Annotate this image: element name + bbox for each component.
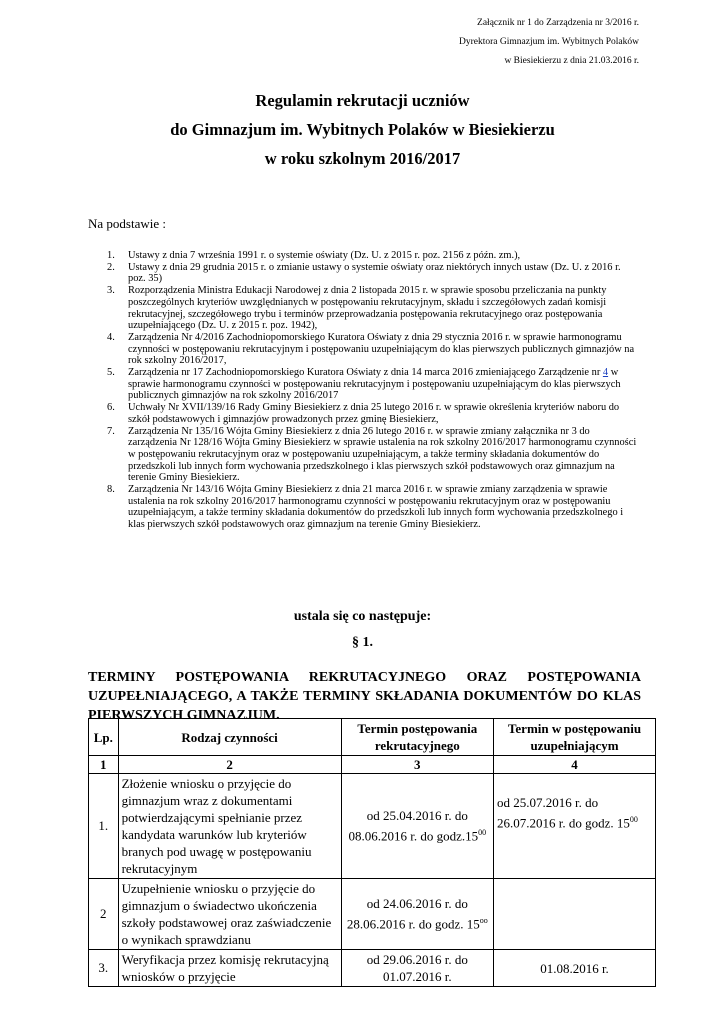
list-text: Zarządzenia Nr 143/16 Wójta Gminy Biesiekierz z dnia 21 marca 2016 r. w sprawie zmiany zarządzenia w sprawie ustalenia na rok szkolny 2016/2017 harmonogramu czynności w postępowaniu rekrutacyjnym oraz w postępowaniu uzupełniającym, a także terminy składania dokumentów do przedszkoli lub innych form wychowania przedszkolnego i klas pierwszych szkół podstawowych oraz gimnazjum na terenie Gminy Biesiekierz. <box>128 484 624 531</box>
list-number: 3. <box>107 285 115 297</box>
list-number: 7. <box>107 425 115 437</box>
list-number: 1. <box>107 250 115 261</box>
list-item <box>107 261 640 285</box>
list-text: Zarządzenia Nr 135/16 Wójta Gminy Biesiekierz z dnia 26 lutego 2016 r. w sprawie zmiany załącznika nr 3 do zarządzenia Nr 128/16 Wójta Gminy Biesiekierz w sprawie ustalenia na rok szkolny 2016/2017 harmonogramu czynności w postępowaniu rekrutacyjnym oraz w postępowaniu uzupełniającym, a także terminy składania dokumentów do przedszkoli lub innych form wychowania przedszkolnego i klas pierwszych szkół podstawowych oraz gimnazjum na terenie Gminy Biesiekierz. <box>128 425 637 484</box>
row-number: 3. <box>89 950 119 987</box>
statement-text: ustala się co następuje: <box>293 609 432 624</box>
recruitment-date-cell <box>341 774 493 879</box>
recruitment-date-cell <box>341 879 493 950</box>
column-header-recruitment: Termin postępowania rekrutacyjnego <box>341 719 493 756</box>
column-number: 1 <box>89 756 119 774</box>
paragraph-mark: § 1. <box>352 635 373 650</box>
list-item <box>107 285 640 332</box>
table-row <box>89 879 656 950</box>
list-text: Rozporządzenia Ministra Edukacji Narodowej z dnia 2 listopada 2015 r. w sprawie sposobu przeliczania na punkty poszczególnych kryteriów uwzględnianych w postępowaniu rekrutacyjnym, składu i szczegółowych zadań komisji rekrutacyjnej, szczegółowego trybu i terminów przeprowadzania postępowania rekrutacyjnego oraz postępowania uzupełniającego (Dz. U. z 2015 r. poz. 1942), <box>128 285 607 332</box>
column-number-row <box>89 756 656 774</box>
section-heading: TERMINY POSTĘPOWANIA REKRUTACYJNEGO ORAZ POSTĘPOWANIA UZUPEŁNIAJĄCEGO, A TAKŻE TERMINY SKŁADANIA DOKUMENTÓW DO KLAS PIERWSZYCH GIMNAZJUM. <box>88 670 641 723</box>
column-number: 2 <box>118 756 341 774</box>
list-text: Uchwały Nr XVII/139/16 Rady Gminy Biesiekierz z dnia 25 lutego 2016 r. w sprawie określenia kryteriów naboru do szkół podstawowych i gimnazjów prowadzonych przez gminę Biesiekierz, <box>128 402 620 425</box>
supplementary-date-cell <box>494 774 656 879</box>
list-text: Zarządzenia Nr 4/2016 Zachodniopomorskiego Kuratora Oświaty z dnia 29 stycznia 2016 r. w sprawie harmonogramu czynności w postępowaniu rekrutacyjnym i postępowaniu uzupełniającym do klas pierwszych publicznych gimnazjów na rok szkolny 2016/2017, <box>128 331 635 367</box>
list-number: 5. <box>107 367 115 379</box>
cell-text: od 24.06.2016 r. do 28.06.2016 r. do godz. 15 <box>346 896 480 932</box>
list-text: Ustawy z dnia 7 września 1991 r. o systemie oświaty (Dz. U. z 2015 r. poz. 2156 z późn. zm.), <box>128 250 521 261</box>
recruitment-date-cell: od 29.06.2016 r. do 01.07.2016 r. <box>341 950 493 987</box>
hour-superscript: 00 <box>629 815 638 824</box>
title-line: Regulamin rekrutacji uczniów <box>255 91 470 110</box>
list-text: Ustawy z dnia 29 grudnia 2015 r. o zmianie ustawy o systemie oświaty oraz niektórych innych ustaw (Dz. U. z 2016 r. poz. 35) <box>128 261 621 285</box>
list-number: 2. <box>107 261 115 273</box>
list-text: w sprawie harmonogramu czynności w postępowaniu rekrutacyjnym i postępowaniu uzupełniającym do klas pierwszych publicznych gimnazjów na rok szkolny 2016/2017 <box>128 367 621 402</box>
activity-cell: Uzupełnienie wniosku o przyjęcie do gimnazjum o świadectwo ukończenia szkoły podstawowej oraz zaświadczenie o wynikach sprawdzianu <box>118 879 341 950</box>
title-line: w roku szkolnym 2016/2017 <box>264 149 461 168</box>
row-number: 2 <box>89 879 119 950</box>
hour-superscript: oo <box>479 916 488 926</box>
activity-cell: Weryfikacja przez komisję rekrutacyjną wniosków o przyjęcie <box>118 950 341 987</box>
list-item <box>107 331 640 367</box>
activity-cell: Złożenie wniosku o przyjęcie do gimnazjum wraz z dokumentami potwierdzającymi spełnianie przez kandydata warunków lub kryteriów branych pod uwagę w postępowaniu rekrutacyjnym <box>118 774 341 879</box>
ordinance-link[interactable]: 4 <box>602 367 609 379</box>
document-title <box>0 86 725 173</box>
cell-text: od 25.07.2016 r. do 26.07.2016 r. do godz. 15 <box>497 795 630 831</box>
basis-label: Na podstawie : <box>88 216 166 231</box>
column-header-activity: Rodzaj czynności <box>118 719 341 756</box>
attachment-note <box>459 14 639 71</box>
table-header-row <box>89 719 656 756</box>
supplementary-date-cell: 01.08.2016 r. <box>494 950 656 987</box>
column-header-lp: Lp. <box>89 719 119 756</box>
resolution-statement <box>0 604 725 656</box>
cell-text: od 25.04.2016 r. do 08.06.2016 r. do godz.15 <box>348 808 479 844</box>
list-number: 8. <box>107 484 115 496</box>
column-number: 3 <box>341 756 493 774</box>
list-text: Zarządzenia nr 17 Zachodniopomorskiego Kuratora Oświaty z dnia 14 marca 2016 zmieniającego Zarządzenie nr <box>128 367 603 379</box>
column-number: 4 <box>494 756 656 774</box>
list-number: 4. <box>107 331 115 343</box>
schedule-table <box>88 718 656 987</box>
title-line: do Gimnazjum im. Wybitnych Polaków w Biesiekierzu <box>170 120 555 139</box>
attachment-line: w Biesiekierzu z dnia 21.03.2016 r. <box>504 56 639 66</box>
column-header-supplementary: Termin w postępowaniu uzupełniającym <box>494 719 656 756</box>
supplementary-date-cell <box>494 879 656 950</box>
list-item <box>107 484 640 531</box>
list-item <box>107 402 640 425</box>
list-number: 6. <box>107 402 115 414</box>
attachment-line: Załącznik nr 1 do Zarządzenia nr 3/2016 r. <box>477 18 639 28</box>
attachment-line: Dyrektora Gimnazjum im. Wybitnych Polaków <box>459 37 639 47</box>
table-row <box>89 774 656 879</box>
hour-superscript: 00 <box>478 828 487 838</box>
list-item <box>107 425 640 485</box>
legal-basis-list <box>107 250 640 531</box>
list-item <box>107 367 640 402</box>
table-row <box>89 950 656 987</box>
row-number: 1. <box>89 774 119 879</box>
list-item <box>107 250 640 262</box>
